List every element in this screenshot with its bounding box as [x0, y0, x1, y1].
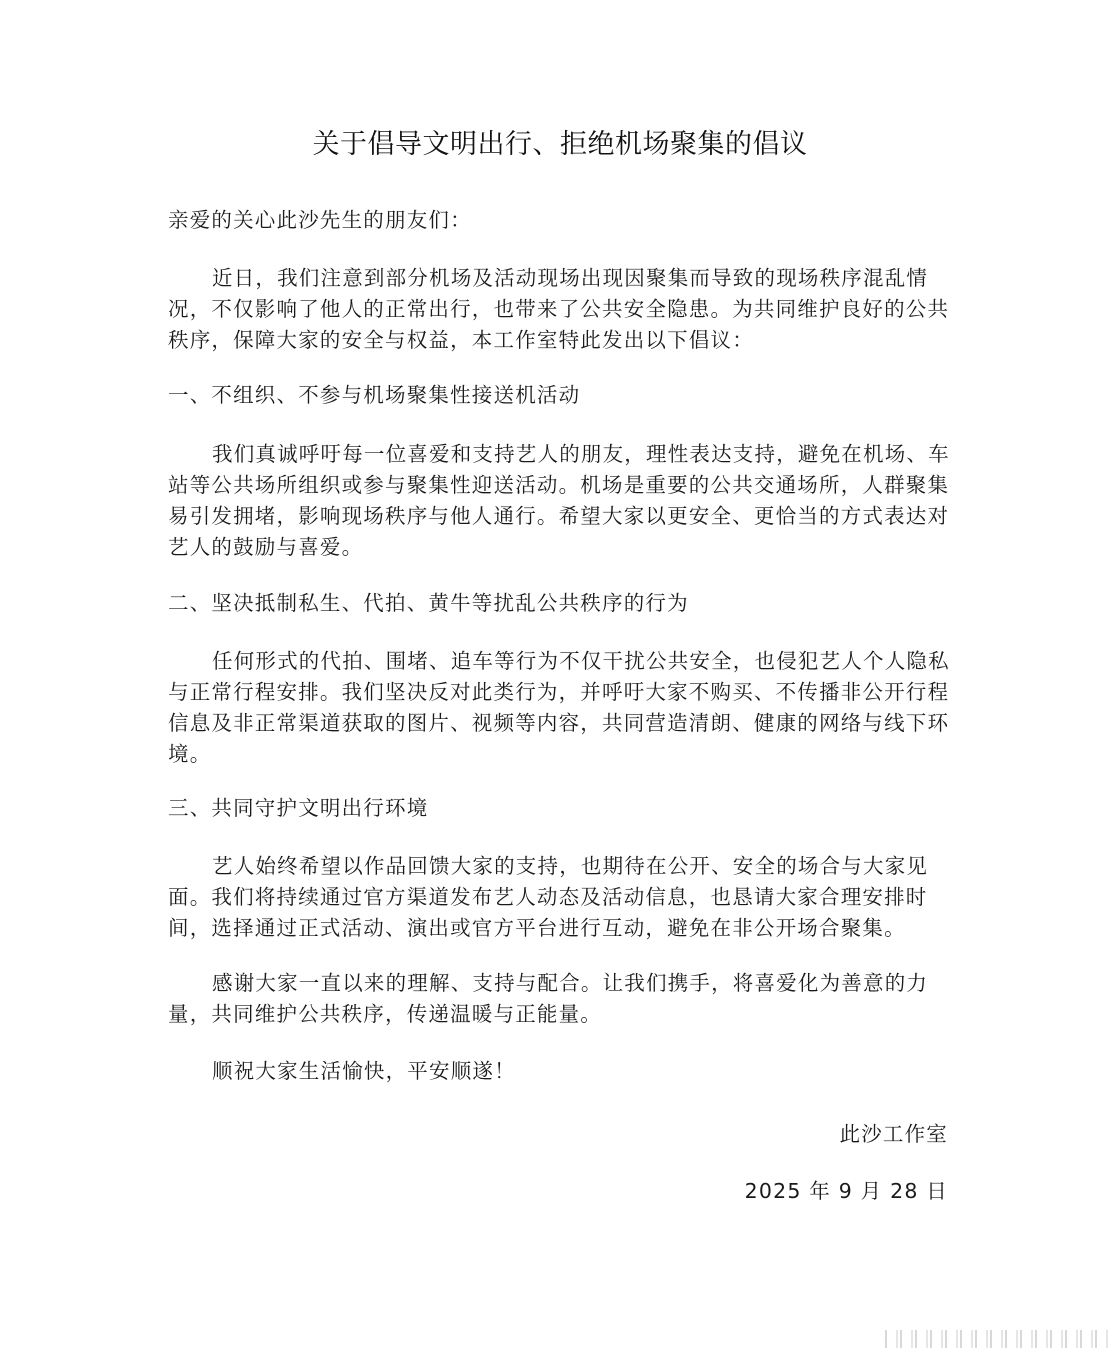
- section-heading-1: 一、不组织、不参与机场聚集性接送机活动: [168, 383, 581, 407]
- section-heading-3: 三、共同守护文明出行环境: [168, 796, 429, 820]
- paragraph-section-2: 任何形式的代拍、围堵、追车等行为不仅干扰公共安全，也侵犯艺人个人隐私与正常行程安排。我们坚决反对此类行为，并呼吁大家不购买、不传播非公开行程信息及非正常渠道获取的图片、视频等内容，共同营造清朗、健康的网络与线下环境。: [168, 649, 950, 766]
- greeting: 亲爱的关心此沙先生的朋友们：: [168, 208, 472, 232]
- paragraph-section-3: 艺人始终希望以作品回馈大家的支持，也期待在公开、安全的场合与大家见面。我们将持续通过官方渠道发布艺人动态及活动信息，也恳请大家合理安排时间，选择通过正式活动、演出或官方平台进行互动，避免在非公开场合聚集。: [168, 854, 929, 940]
- paragraph-section-1: 我们真诚呼吁每一位喜爱和支持艺人的朋友，理性表达支持，避免在机场、车站等公共场所组织或参与聚集性迎送活动。机场是重要的公共交通场所，人群聚集易引发拥堵，影响现场秩序与他人通行。希望大家以更安全、更恰当的方式表达对艺人的鼓励与喜爱。: [168, 442, 950, 559]
- paragraph-thanks: 感谢大家一直以来的理解、支持与配合。让我们携手，将喜爱化为善意的力量，共同维护公共秩序，传递温暖与正能量。: [168, 971, 929, 1026]
- section-heading-2: 二、坚决抵制私生、代拍、黄牛等扰乱公共秩序的行为: [168, 591, 689, 615]
- document-title: 关于倡导文明出行、拒绝机场聚集的倡议: [312, 129, 808, 160]
- signature-date: 2025 年 9 月 28 日: [744, 1179, 948, 1203]
- paragraph-intro: 近日，我们注意到部分机场及活动现场出现因聚集而导致的现场秩序混乱情况，不仅影响了他人的正常出行，也带来了公共安全隐患。为共同维护良好的公共秩序，保障大家的安全与权益，本工作室特此发出以下倡议：: [168, 266, 950, 352]
- signature-studio: 此沙工作室: [839, 1122, 948, 1146]
- paragraph-closing: 顺祝大家生活愉快，平安顺遂！: [212, 1059, 516, 1083]
- watermark-icon: [885, 1326, 1108, 1348]
